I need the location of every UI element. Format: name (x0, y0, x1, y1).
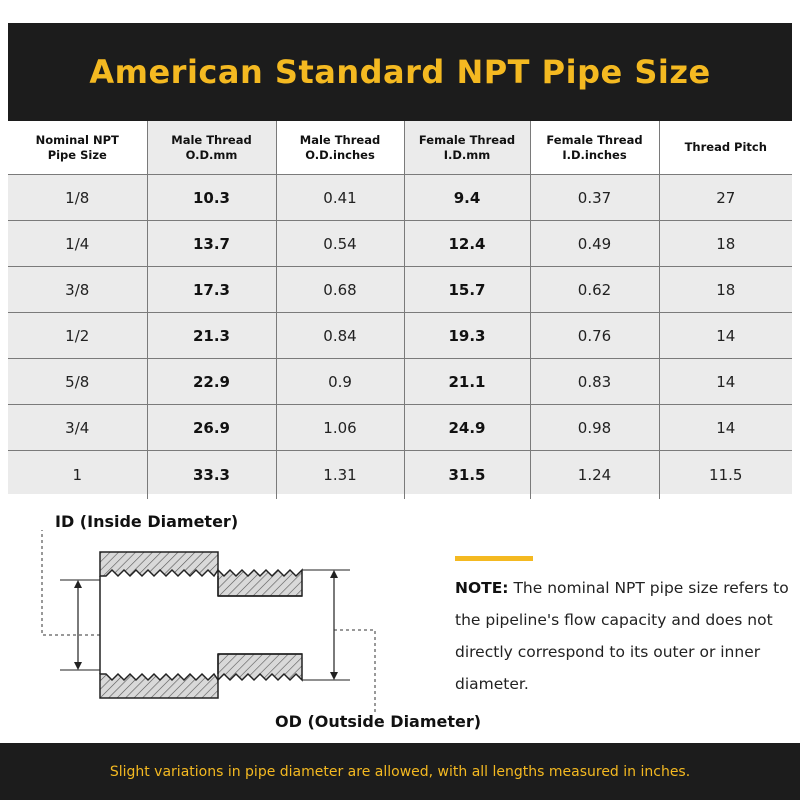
thread-pitch-cell: 18 (659, 267, 792, 313)
male-od-mm-cell: 21.3 (147, 313, 276, 359)
id-dimension-arrow (60, 580, 100, 670)
female-id-mm-cell: 31.5 (404, 451, 530, 500)
female-id-mm-cell: 24.9 (404, 405, 530, 451)
header-male-od-inches: Male Thread O.D.inches (276, 121, 404, 175)
table-row (8, 359, 792, 405)
male-od-mm-cell: 26.9 (147, 405, 276, 451)
thread-pitch-cell: 11.5 (709, 466, 743, 484)
male-od-inches-cell: 0.84 (276, 313, 404, 359)
nominal-size-cell: 3/4 (8, 405, 147, 451)
npt-size-table (8, 121, 792, 499)
table-row (8, 221, 792, 267)
female-id-inches-cell: 0.98 (530, 405, 659, 451)
nominal-size-cell: 1/4 (8, 221, 147, 267)
od-leader-line (334, 630, 375, 715)
page-title: American Standard NPT Pipe Size (89, 53, 711, 91)
male-od-inches-cell: 0.41 (276, 175, 404, 221)
male-od-mm-cell: 10.3 (147, 175, 276, 221)
title-banner (8, 23, 792, 121)
table-row (8, 451, 792, 500)
thread-pitch-cell: 27 (659, 175, 792, 221)
male-od-inches-cell: 1.31 (276, 451, 404, 500)
male-od-mm-cell: 13.7 (147, 221, 276, 267)
id-diagram-label: ID (Inside Diameter) (55, 512, 239, 531)
note-accent-bar (455, 556, 533, 561)
female-id-inches-cell: 0.83 (530, 359, 659, 405)
nominal-size-cell: 1/2 (8, 313, 147, 359)
male-od-inches-cell: 1.06 (276, 405, 404, 451)
od-dimension-arrow (302, 570, 350, 680)
female-id-inches-cell: 0.37 (530, 175, 659, 221)
female-id-inches-cell: 0.62 (530, 267, 659, 313)
thread-pitch-cell: 14 (659, 405, 792, 451)
nominal-size-cell: 3/8 (8, 267, 147, 313)
female-id-mm-cell: 15.7 (404, 267, 530, 313)
female-id-inches-cell: 1.24 (530, 451, 659, 500)
male-od-mm-cell: 22.9 (147, 359, 276, 405)
pipe-fitting-diagram (30, 530, 390, 720)
male-wall-top (218, 570, 302, 596)
footer-text: Slight variations in pipe diameter are allowed, with all lengths measured in inches. (109, 763, 691, 780)
note-body: The nominal NPT pipe size refers to the pipeline's flow capacity and does not directly correspond to its outer or inner diameter. (455, 579, 789, 693)
thread-pitch-cell: 14 (659, 359, 792, 405)
table-header-row (8, 121, 792, 175)
od-diagram-label: OD (Outside Diameter) (275, 712, 482, 731)
note-label: NOTE: (455, 579, 509, 597)
male-od-inches-cell: 0.54 (276, 221, 404, 267)
male-od-mm-cell: 17.3 (147, 267, 276, 313)
size-table-container (8, 121, 792, 494)
header-male-od-mm: Male Thread O.D.mm (147, 121, 276, 175)
note-text (455, 572, 795, 700)
header-female-id-inches: Female Thread I.D.inches (530, 121, 659, 175)
header-thread-pitch: Thread Pitch (659, 121, 792, 175)
header-nominal-size: Nominal NPT Pipe Size (8, 121, 147, 175)
male-wall-bottom (218, 654, 302, 680)
male-od-mm-cell: 33.3 (147, 451, 276, 500)
nominal-size-cell: 1 (8, 451, 147, 500)
nominal-size-cell: 1/8 (8, 175, 147, 221)
table-row (8, 405, 792, 451)
female-id-inches-cell: 0.76 (530, 313, 659, 359)
male-od-inches-cell: 0.9 (276, 359, 404, 405)
nominal-size-cell: 5/8 (8, 359, 147, 405)
female-id-inches-cell: 0.49 (530, 221, 659, 267)
id-leader-line (42, 530, 100, 635)
female-id-mm-cell: 12.4 (404, 221, 530, 267)
table-row (8, 175, 792, 221)
thread-pitch-cell: 18 (659, 221, 792, 267)
female-id-mm-cell: 19.3 (404, 313, 530, 359)
female-id-mm-cell: 9.4 (404, 175, 530, 221)
header-female-id-mm: Female Thread I.D.mm (404, 121, 530, 175)
table-row (8, 267, 792, 313)
female-wall-bottom (100, 674, 218, 698)
female-id-mm-cell: 21.1 (404, 359, 530, 405)
female-wall-top (100, 552, 218, 576)
thread-pitch-cell: 14 (659, 313, 792, 359)
male-od-inches-cell: 0.68 (276, 267, 404, 313)
footer-banner (0, 743, 800, 800)
table-row (8, 313, 792, 359)
